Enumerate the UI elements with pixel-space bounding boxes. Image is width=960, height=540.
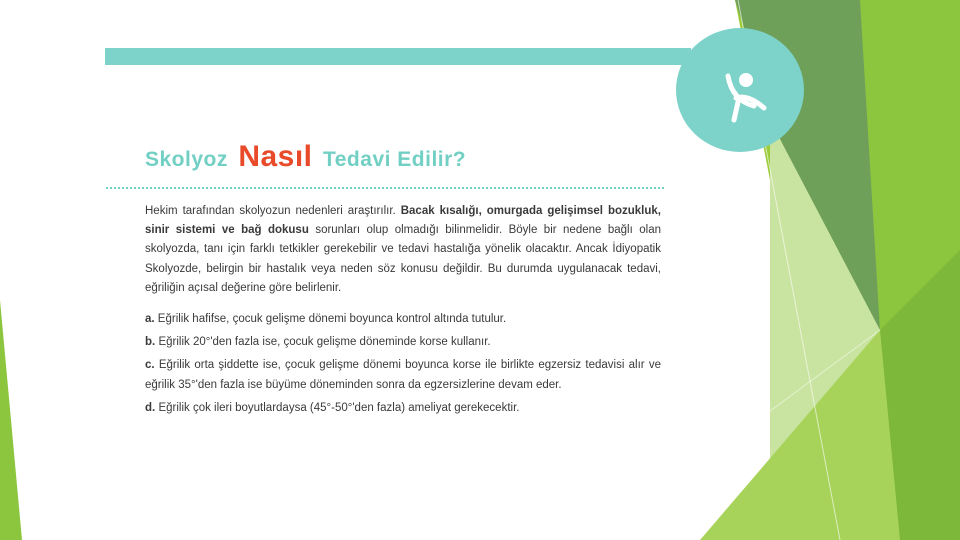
- item-label: d.: [145, 401, 156, 414]
- intro-bold: Bacak kısalığı, omurgada gelişimsel bozukluk, sinir sistemi ve bağ dokusu: [145, 205, 661, 237]
- intro-paragraph: [145, 202, 661, 298]
- item-label: b.: [145, 336, 156, 349]
- list-item: [145, 333, 661, 352]
- page-title: [145, 140, 466, 174]
- item-text: Eğrilik hafifse, çocuk gelişme dönemi boyunca kontrol altında tutulur.: [157, 313, 507, 326]
- person-jumping-icon: [676, 28, 804, 152]
- article-body: [145, 202, 661, 422]
- treatment-list: [145, 310, 661, 418]
- dotted-divider: [106, 187, 664, 189]
- left-green-shape: [0, 300, 22, 540]
- teal-header-band: [105, 48, 691, 65]
- item-text: Eğrilik orta şiddette ise, çocuk gelişme dönemi boyunca korse ile birlikte egzersiz tedavisi alır ve eğrilik 35°'den fazla ise büyüme döneminden sonra da egzersizlerine devam eder.: [145, 359, 661, 391]
- list-item: [145, 356, 661, 394]
- item-label: c.: [145, 359, 155, 372]
- list-item: [145, 399, 661, 418]
- intro-start: Hekim tarafından skolyozun nedenleri araştırılır.: [145, 205, 396, 217]
- title-part-3: Tedavi Edilir?: [322, 148, 467, 171]
- title-part-1: Skolyoz: [145, 148, 228, 171]
- title-part-2: Nasıl: [238, 140, 313, 173]
- intro-rest: sorunları olup olmadığı bilinmelidir. Böyle bir nedene bağlı olan skolyozda, tanı için farklı tetkikler gerekebilir ve tedavi hastalığa yönelik olacaktır. Ancak İdiyopatik Skolyozde, belirgin bir hastalık veya neden söz konusu değildir. Bu durumda uygulanacak tedavi, eğriliğin açısal değerine göre belirlenir.: [145, 224, 661, 294]
- item-label: a.: [145, 313, 155, 326]
- item-text: Eğrilik 20°'den fazla ise, çocuk gelişme döneminde korse kullanır.: [158, 336, 491, 349]
- item-text: Eğrilik çok ileri boyutlardaysa (45°-50°'den fazla) ameliyat gerekecektir.: [158, 401, 520, 414]
- list-item: [145, 310, 661, 329]
